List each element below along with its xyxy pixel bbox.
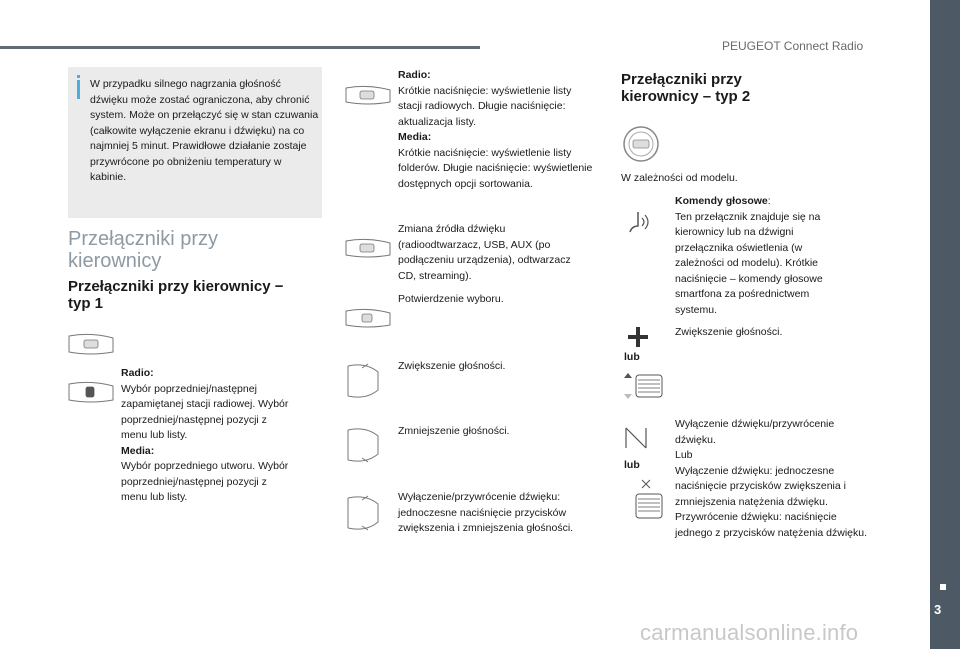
stalk-radio-icon bbox=[344, 82, 392, 108]
type1-heading: Przełączniki przy kierownicy − typ 1 bbox=[68, 278, 284, 312]
middle-media-text: Krótkie naciśnięcie: wyświetlenie listy folderów. Długie naciśnięcie: wyświetlenie dostępnych opcji sortowania. bbox=[398, 146, 593, 190]
middle-media-label: Media: bbox=[398, 131, 432, 143]
middle-volume-up-text: Zwiększenie głośności. bbox=[398, 360, 506, 372]
middle-radio-media bbox=[398, 68, 598, 192]
volume-up-thumbwheel-icon bbox=[344, 360, 384, 402]
type1-media-text: Wybór poprzedniego utworu. Wybór poprzedniej/następnej pozycji z menu lub listy. bbox=[121, 460, 289, 503]
type2-heading: Przełączniki przy kierownicy – typ 2 bbox=[621, 71, 751, 105]
stalk-confirm-icon bbox=[344, 305, 392, 331]
middle-source-text: Zmiana źródła dźwięku (radioodtwarzacz, USB, AUX (po podłączeniu urządzenia), odtwarzacz CD, streaming). bbox=[398, 223, 571, 282]
stalk-switch-side-icon bbox=[66, 378, 116, 406]
or-label-2: lub bbox=[624, 459, 640, 471]
voice-command-icon bbox=[624, 208, 654, 238]
notice-text: W przypadku silnego nagrzania głośność dźwięku może zostać ograniczona, aby chronić system. Może on przełączyć się w stan czuwania (całkowite wyłączenie ekranu i dźwięku) na co najmniej 5 minut. Prawidłowe działanie zostaje przywrócone po obniżeniu temperatury w kabinie. bbox=[90, 78, 319, 183]
middle-radio-label: Radio: bbox=[398, 69, 431, 81]
type2-voice: Komendy głosowe: Ten przełącznik znajduje się na kierownicy lub na dźwigni przełącznika oświetlenia (w zależności od modelu). Krótkie naciśnięcie – komendy głosowe smartfona za pośrednictwem systemu. bbox=[675, 195, 823, 316]
type1-radio-text: Wybór poprzedniej/następnej zapamiętanej stacji radiowej. Wybór poprzedniej/następnej pozycji z menu lub listy. bbox=[121, 382, 289, 441]
stalk-switch-icon bbox=[66, 330, 116, 358]
type2-volume-up-text: Zwiększenie głośności. bbox=[675, 326, 783, 338]
stalk-source-icon bbox=[344, 235, 392, 261]
header-title: PEUGEOT Connect Radio bbox=[722, 39, 864, 53]
volume-roller-icon bbox=[620, 372, 664, 400]
or-label-1: lub bbox=[624, 351, 640, 363]
page-number: 3 bbox=[934, 602, 942, 617]
steering-wheel-icon bbox=[621, 124, 661, 164]
mute-roller-icon bbox=[626, 478, 670, 522]
watermark: carmanualsonline.info bbox=[640, 620, 859, 645]
page-marker bbox=[940, 584, 946, 590]
type2-mute-text-2: Wyłączenie dźwięku: jednoczesne naciśnięcie przycisków zwiększenia i zmniejszenia natężenia dźwięku. Przywrócenie dźwięku: naciśnięcie jednego z przycisków natężenia dźwięku. bbox=[675, 464, 868, 539]
middle-mute-text: Wyłączenie/przywrócenie dźwięku: jednoczesne naciśnięcie przycisków zwiększenia i zmniejszenia głośności. bbox=[398, 491, 574, 534]
plus-icon bbox=[627, 326, 649, 348]
header-rule bbox=[0, 46, 480, 49]
middle-radio-text: Krótkie naciśnięcie: wyświetlenie listy stacji radiowych. Długie naciśnięcie: aktualizacja listy. bbox=[398, 84, 572, 128]
mute-speaker-icon bbox=[622, 425, 652, 451]
type2-mute bbox=[675, 417, 870, 541]
type1-media-label: Media: bbox=[121, 444, 155, 457]
type1-radio-label: Radio: bbox=[121, 367, 154, 379]
type1-description bbox=[121, 366, 296, 506]
mute-thumbwheel-icon bbox=[344, 492, 384, 534]
volume-down-thumbwheel-icon bbox=[344, 424, 384, 466]
type2-or-word: Lub bbox=[675, 449, 693, 461]
middle-volume-down-text: Zmniejszenie głośności. bbox=[398, 425, 510, 437]
type2-mute-text-1: Wyłączenie dźwięku/przywrócenie dźwięku. bbox=[675, 418, 835, 446]
type2-intro: W zależności od modelu. bbox=[621, 172, 738, 184]
type2-voice-text: Ten przełącznik znajduje się na kierownicy lub na dźwigni przełącznika oświetlenia (w zależności od modelu). Krótkie naciśnięcie – komendy głosowe smartfona za pośrednictwem systemu. bbox=[675, 210, 823, 316]
type2-voice-label: Komendy głosowe bbox=[675, 195, 768, 207]
page-sidebar bbox=[930, 0, 960, 649]
section-title: Przełączniki przy kierownicy bbox=[68, 228, 219, 272]
info-icon bbox=[77, 80, 80, 99]
notice-box bbox=[68, 67, 322, 218]
middle-confirm-text: Potwierdzenie wyboru. bbox=[398, 293, 504, 305]
